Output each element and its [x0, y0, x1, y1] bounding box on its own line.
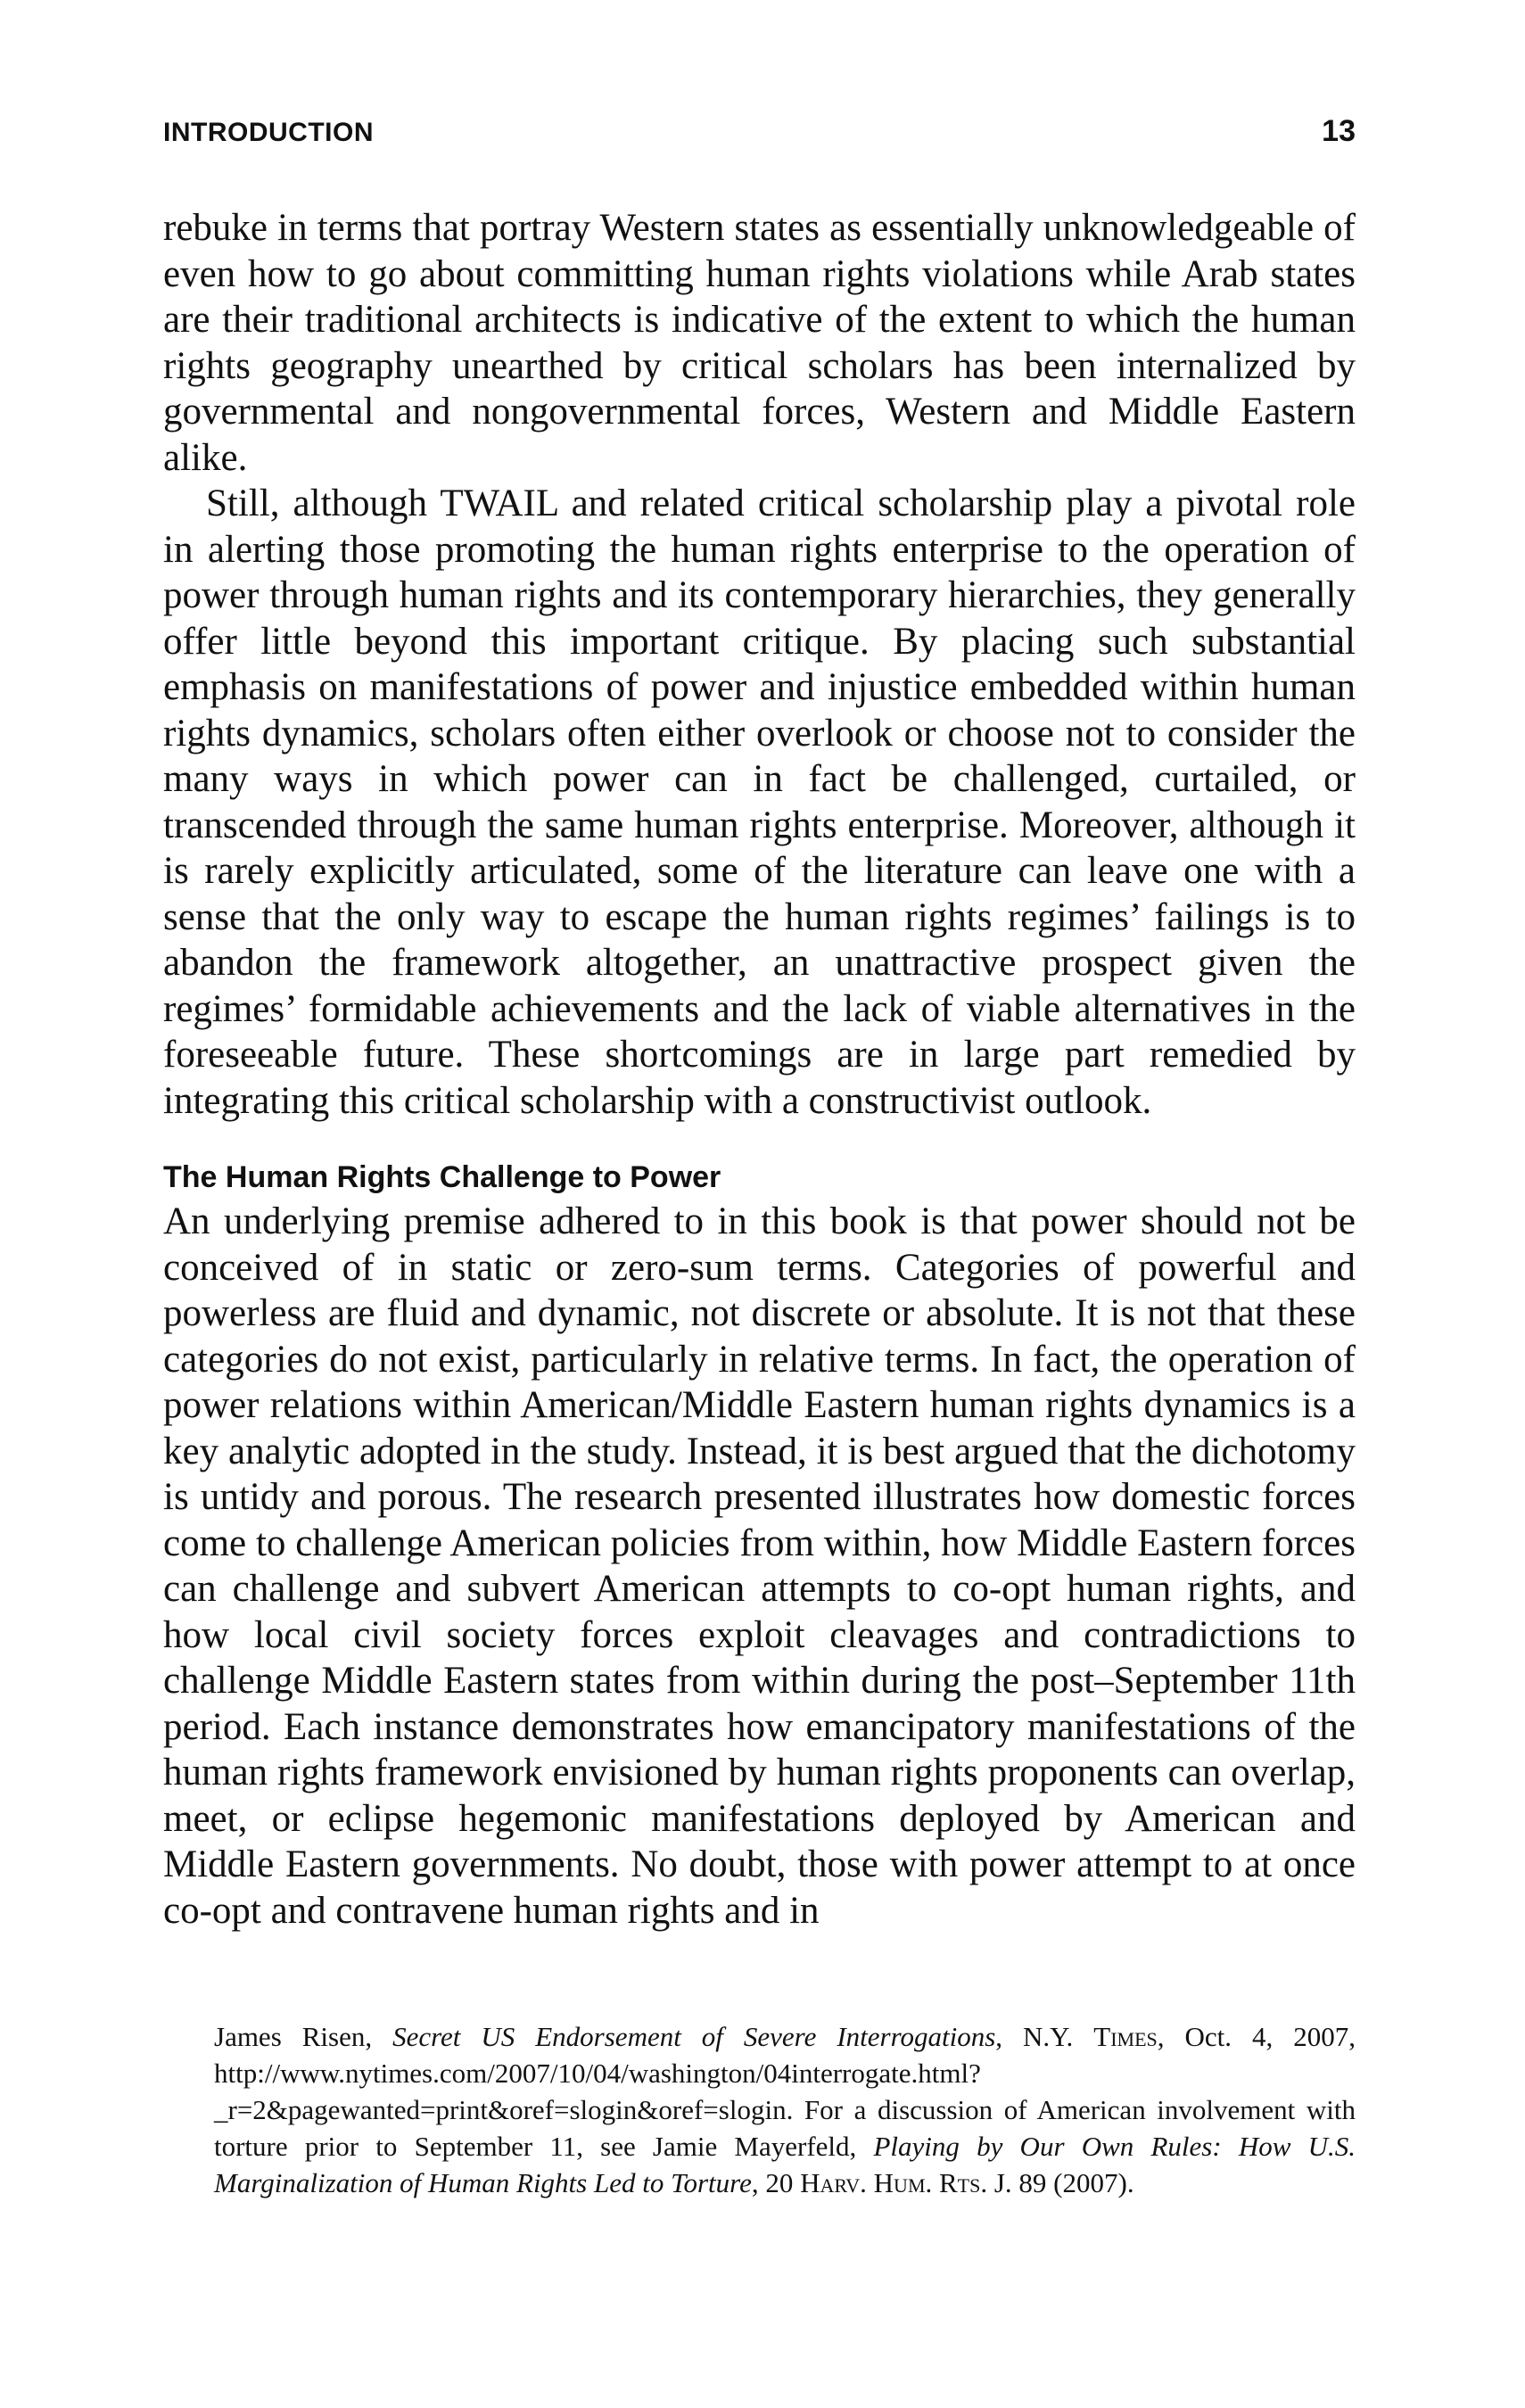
footnote [214, 2018, 1356, 2201]
paragraph-3: An underlying premise adhered to in this book is that power should not be conceived of in static or zero-sum terms. Categories of powerful and powerless are fluid and dynamic, not discrete or absolute. It is not that these categories do not exist, particularly in relative terms. In fact, the operation of power relations within American/Middle Eastern human rights dynamics is a key analytic adopted in the study. Instead, it is best argued that the dichotomy is untidy and porous. The research presented illustrates how domestic forces come to challenge American policies from within, how Middle Eastern forces can challenge and subvert American attempts to co-opt human rights, and how local civil society forces exploit cleavages and contradictions to challenge Middle Eastern states from within during the post–September 11th period. Each instance demonstrates how emancipatory manifestations of the human rights framework envisioned by human rights proponents can overlap, meet, or eclipse hegemonic manifestations deployed by American and Middle Eastern governments. No doubt, those with power attempt to at once co-opt and contravene human rights and in [163, 1200, 1356, 1932]
section-heading: The Human Rights Challenge to Power [163, 1160, 721, 1194]
footnote-title-2: Playing by Our Own Rules: How U.S. Marginalization of Human Rights Led to Torture [214, 2131, 1356, 2198]
footnote-pub2-pre: , 20 [751, 2167, 801, 2198]
page-number: 13 [1322, 114, 1356, 148]
footnote-journal: Harv. Hum. Rts. J. [800, 2167, 1012, 2198]
footnote-title-1: Secret US Endorsement of Severe Interrogations [392, 2021, 996, 2052]
paragraph-2: Still, although TWAIL and related critical scholarship play a pivotal role in alerting those promoting the human rights enterprise to the operation of power through human rights and its contemporary hierarchies, they generally offer little beyond this important critique. By placing such substantial emphasis on manifestations of power and injustice embedded within human rights dynamics, scholars often either overlook or choose not to consider the many ways in which power can in fact be challenged, curtailed, or transcended through the same human rights enterprise. Moreover, although it is rarely explicitly articulated, some of the literature can leave one with a sense that the only way to escape the human rights regimes’ failings is to abandon the framework altogether, an unattractive prospect given the regimes’ formidable achievements and the lack of viable alternatives in the foreseeable future. These shortcomings are in large part remedied by integrating this critical scholarship with a constructivist outlook. [163, 482, 1356, 1122]
footnote-pub-post: , Oct. 4, 2007, http://www.nytimes.com/2007/10/04/washington/04interrogate.html?_r=2&pagewanted=print&oref=slogin&oref=slogin. For a discussion of American involvement with torture prior to September 11, see Jamie Mayerfeld, [214, 2021, 1356, 2162]
footnote-author: James Risen, [214, 2021, 393, 2052]
body-text [163, 205, 1356, 1934]
footnote-times: Times [1093, 2021, 1158, 2052]
footnote-pub2-post: 89 (2007). [1011, 2167, 1134, 2198]
footnote-pub-pre: , N.Y. [995, 2021, 1094, 2052]
running-head: INTRODUCTION [163, 118, 374, 147]
paragraph-1: rebuke in terms that portray Western states as essentially unknowledgeable of even how to go about committing human rights violations while Arab states are their traditional architects is indicative of the extent to which the human rights geography unearthed by critical scholars has been internalized by governmental and nongovernmental forces, Western and Middle Eastern alike. [163, 207, 1356, 479]
